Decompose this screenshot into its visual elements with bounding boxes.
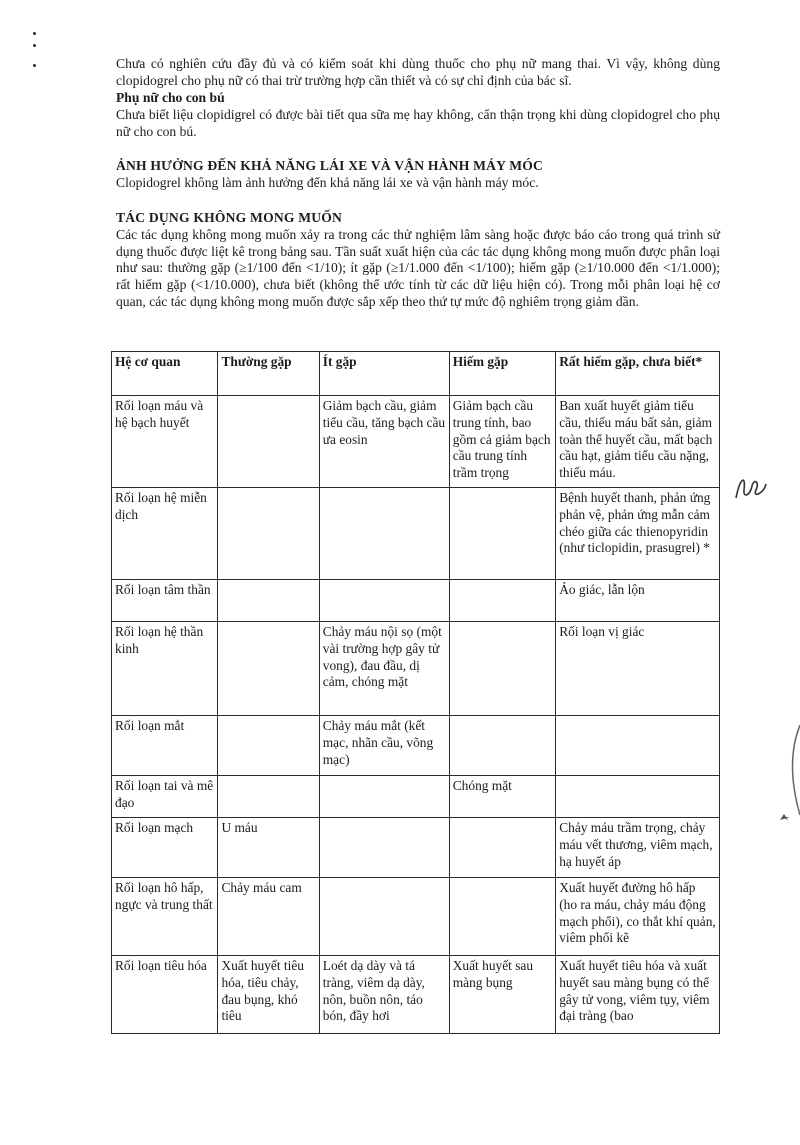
table-cell [319, 488, 449, 580]
header-uncommon: Ít gặp [319, 352, 449, 396]
pregnancy-section [116, 56, 720, 90]
table-cell [319, 580, 449, 622]
table-cell [449, 488, 555, 580]
stamp-fragment [760, 720, 800, 840]
table-cell: Loét dạ dày và tá tràng, viêm dạ dày, nôn, buồn nôn, táo bón, đầy hơi [319, 956, 449, 1034]
table-cell: Chảy máu cam [218, 878, 319, 956]
table-header-row [112, 352, 720, 396]
header-organ-system: Hệ cơ quan [112, 352, 218, 396]
header-very-rare: Rất hiếm gặp, chưa biết* [556, 352, 720, 396]
table-row [112, 396, 720, 488]
table-cell [218, 580, 319, 622]
driving-paragraph: Clopidogrel không làm ảnh hưởng đến khả năng lái xe và vận hành máy móc. [116, 174, 539, 190]
header-rare: Hiếm gặp [449, 352, 555, 396]
table-cell [218, 396, 319, 488]
lactation-heading: Phụ nữ cho con bú [116, 90, 225, 105]
table-cell: Xuất huyết sau màng bụng [449, 956, 555, 1034]
table-cell: Xuất huyết đường hô hấp (ho ra máu, chảy máu động mạch phổi), co thắt khí quản, viêm phổi kẽ [556, 878, 720, 956]
table-cell: Xuất huyết tiêu hóa và xuất huyết sau màng bụng có thể gây tử vong, viêm tụy, viêm đại tràng (bao [556, 956, 720, 1034]
table-cell [319, 776, 449, 818]
table-cell [319, 818, 449, 878]
table-cell: Chảy máu trầm trọng, chảy máu vết thương, viêm mạch, hạ huyết áp [556, 818, 720, 878]
table-cell: Chảy máu nội sọ (một vài trường hợp gây tử vong), đau đầu, dị cảm, chóng mặt [319, 622, 449, 716]
margin-marks [28, 30, 40, 80]
table-row [112, 716, 720, 776]
table-cell: Giảm bạch cầu trung tính, bao gồm cả giảm bạch cầu trung tính trầm trọng [449, 396, 555, 488]
table-cell [449, 818, 555, 878]
table-cell [449, 580, 555, 622]
table-cell: Giảm bạch cầu, giảm tiểu cầu, tăng bạch cầu ưa eosin [319, 396, 449, 488]
pregnancy-paragraph: Chưa có nghiên cứu đầy đủ và có kiểm soát khi dùng thuốc cho phụ nữ mang thai. Vì vậy, không dùng clopidogrel cho phụ nữ có thai trừ trường hợp cần thiết và có sự chỉ định của bác sĩ. [116, 56, 720, 88]
table-cell [449, 716, 555, 776]
table-cell: Rối loạn hệ thần kinh [112, 622, 218, 716]
lactation-paragraph: Chưa biết liệu clopidigrel có được bài tiết qua sữa mẹ hay không, cẩn thận trọng khi dùng clopidogrel cho phụ nữ cho con bú. [116, 106, 720, 139]
table-row [112, 776, 720, 818]
driving-heading: ẢNH HƯỞNG ĐẾN KHẢ NĂNG LÁI XE VÀ VẬN HÀNH MÁY MÓC [116, 158, 544, 173]
table-cell: Chóng mặt [449, 776, 555, 818]
table-cell: Ban xuất huyết giảm tiểu cầu, thiếu máu bất sản, giảm toàn thể huyết cầu, mất bạch cầu hạt, giảm tiểu cầu nặng, thiếu máu. [556, 396, 720, 488]
table-row [112, 956, 720, 1034]
table-cell: Rối loạn hô hấp, ngực và trung thất [112, 878, 218, 956]
table-cell: Rối loạn tai và mê đạo [112, 776, 218, 818]
table-cell: Rối loạn vị giác [556, 622, 720, 716]
table-cell [218, 716, 319, 776]
table-cell: Bệnh huyết thanh, phản ứng phản vệ, phản ứng mẫn cảm chéo giữa các thienopyridin (như ticlopidin, prasugrel) * [556, 488, 720, 580]
header-common: Thường gặp [218, 352, 319, 396]
table-cell [449, 878, 555, 956]
table-cell [218, 488, 319, 580]
table-cell: U máu [218, 818, 319, 878]
lactation-section [116, 90, 720, 140]
adverse-effects-table [111, 351, 720, 1034]
table-cell: Chảy máu mắt (kết mạc, nhãn cầu, võng mạc) [319, 716, 449, 776]
table-cell [556, 716, 720, 776]
table-row [112, 622, 720, 716]
adverse-effects-section [116, 210, 720, 311]
table-cell [218, 776, 319, 818]
table-cell [556, 776, 720, 818]
table-cell: Rối loạn mắt [112, 716, 218, 776]
table-row [112, 818, 720, 878]
table-cell [218, 622, 319, 716]
adverse-effects-heading: TÁC DỤNG KHÔNG MONG MUỐN [116, 210, 343, 225]
table-cell: Rối loạn tiêu hóa [112, 956, 218, 1034]
table-row [112, 580, 720, 622]
driving-section [116, 158, 720, 192]
table-row [112, 488, 720, 580]
handwritten-initial [730, 468, 770, 508]
table-cell: Rối loạn máu và hệ bạch huyết [112, 396, 218, 488]
table-row [112, 878, 720, 956]
table-cell: Rối loạn hệ miễn dịch [112, 488, 218, 580]
table-cell: Xuất huyết tiêu hóa, tiêu chảy, đau bụng, khó tiêu [218, 956, 319, 1034]
adverse-effects-paragraph: Các tác dụng không mong muốn xảy ra trong các thử nghiệm lâm sàng hoặc được báo cáo trong quá trình sử dụng thuốc được liệt kê trong bảng sau. Tần suất xuất hiện của các tác dụng không mong muốn được phân loại như sau: thường gặp (≥1/100 đến <1/10); ít gặp (≥1/1.000 đến <1/100); hiếm gặp (≥1/10.000 đến <1/1.000); rất hiếm gặp (<1/10.000), chưa biết (không thể ước tính từ các dữ liệu hiện có). Trong mỗi phân loại hệ cơ quan, các tác dụng không mong muốn được sắp xếp theo thứ tự mức độ nghiêm trọng giảm dần. [116, 226, 720, 309]
table-cell: Rối loạn tâm thần [112, 580, 218, 622]
table-cell: Ảo giác, lẫn lộn [556, 580, 720, 622]
table-cell [449, 622, 555, 716]
table-cell: Rối loạn mạch [112, 818, 218, 878]
table-cell [319, 878, 449, 956]
